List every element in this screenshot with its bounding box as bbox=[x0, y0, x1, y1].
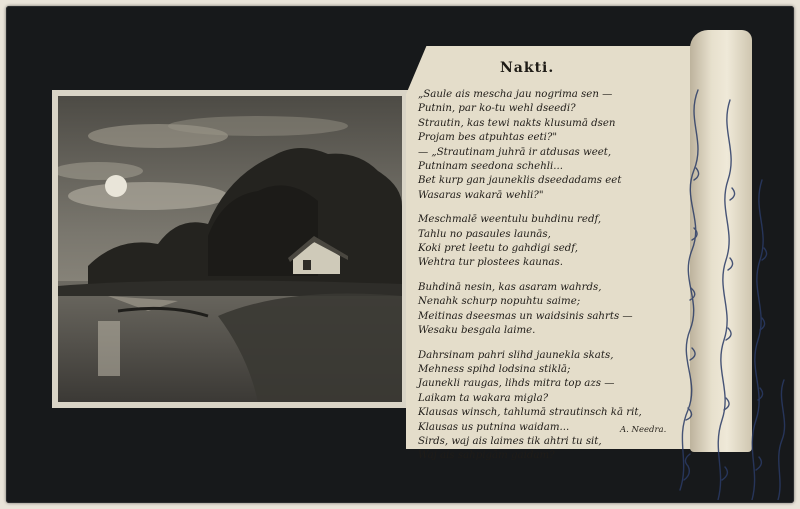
stanza bbox=[418, 88, 688, 203]
author-signature: A. Needra. bbox=[620, 425, 667, 435]
poem-line: Projam bes atpuhtas eeti?" bbox=[418, 132, 558, 144]
poem-line: Bet kurp gan jauneklis dseedadams eet bbox=[418, 175, 622, 187]
stanza bbox=[418, 281, 688, 339]
poem-line: Wasaras wakarā wehli?" bbox=[418, 189, 544, 201]
poem-line: „Saule ais mescha jau nogrima sen — bbox=[418, 89, 613, 100]
stanza bbox=[418, 349, 688, 464]
poem-line: Wesaku besgala laime. bbox=[418, 325, 536, 337]
poem-line: Nenahk schurp nopuhtu saime; bbox=[418, 296, 581, 308]
poem-title: Nakti. bbox=[500, 60, 555, 76]
poem-line: — „Strautinam juhrā ir atdusas weet, bbox=[418, 146, 612, 158]
stanza bbox=[418, 213, 688, 271]
poem-line: Waj ais sahpigām gaidam? bbox=[418, 450, 555, 462]
poem-line: Strautin, kas tewi nakts klusumā dsen bbox=[418, 117, 616, 129]
poem-line: Putnin, par ko-tu wehl dseedi? bbox=[418, 103, 576, 115]
poem-line: Koki pret leetu to gahdigi sedf, bbox=[418, 243, 578, 255]
landscape-photo bbox=[52, 90, 408, 408]
handwriting-image bbox=[660, 60, 800, 500]
poem-line: Meitinas dseesmas un waidsinis sahrts — bbox=[418, 310, 633, 322]
moon-icon bbox=[105, 175, 127, 197]
poem-line: Meschmalē weentulu buhdinu redf, bbox=[418, 214, 602, 226]
moonlit-landscape-image bbox=[58, 96, 402, 402]
poem-line: Laikam ta wakara migla? bbox=[418, 392, 549, 404]
poem-line: Tahlu no pasaules launās, bbox=[418, 228, 551, 240]
handwritten-address bbox=[660, 60, 800, 500]
poem-line: Buhdinā nesin, kas asaram wahrds, bbox=[418, 281, 602, 293]
poem-line: Klausas us putnina waidam... bbox=[418, 421, 570, 433]
poem-line: Mehness spihd lodsina stiklā; bbox=[418, 363, 571, 375]
poem-text bbox=[418, 88, 688, 474]
poem-line: Putninam seedona schehli... bbox=[418, 161, 563, 173]
poem-line: Jaunekli raugas, lihds mitra top azs — bbox=[418, 378, 615, 390]
poem-line: Klausas winsch, tahlumā strautinsch kā rit, bbox=[418, 407, 642, 419]
poem-line: Wehtra tur plostees kaunas. bbox=[418, 257, 563, 269]
poem-line: Dahrsinam pahri slihd jaunekla skats, bbox=[418, 349, 614, 361]
poem-line: Sirds, waj ais laimes tik ahtri tu sit, bbox=[418, 435, 602, 447]
